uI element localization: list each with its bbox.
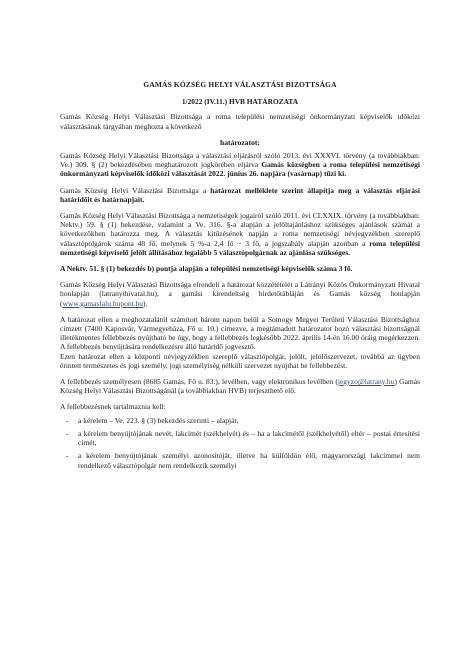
- paragraph-text: ) Gamás Község Helyi Választási Bizottságánál (a továbbiakban HVB) terjeszthető elő.: [60, 377, 420, 396]
- list-item-text: a kérelem benyújtójának személyi azonosítóját, illetve ha külföldön élő, magyarországi lakcímmel nem rendelkező választópolgár nem rendelkezik személyi: [78, 451, 420, 470]
- requirements-list: [60, 416, 420, 470]
- paragraph-bold-text: roma települési nemzetiségi képviselő jelölt állításához legalább 5 választópolgárnak az ajánlása szükséges.: [60, 238, 420, 257]
- email-link[interactable]: jegyzo@latrany.hu: [337, 377, 395, 387]
- list-item: - a kérelem benyújtójának nevét, lakcímét (székhelyét) és – ha a lakcímétől (székhelyétől) eltér – postai értesítési címét,: [66, 428, 420, 448]
- resolution-heading: határozatot:: [220, 137, 260, 147]
- paragraph-appeal-submit: [60, 377, 420, 395]
- paragraph-appeal: A határozat ellen a meghozatalától számított három napon belül a Somogy Megyei Területi Választási Bizottsághoz címzett (7400 Kaposvár, Vármegyeháza, Fő u. 10.) címezve, a megtámadott határozatot hozó választási bizottságnál illetékmentes fellebbezés nyújtható be úgy, hogy a fellebbezés legkésőbb 2022. április 14-én 16.00 óráig megérkezzen. A fellebbezés benyújtására rendelkezésre álló határidő jogvesztő.: [60, 314, 420, 352]
- paragraph-bold-text: határozat melléklete szerint állapítja meg a választás eljárási határidőit és határnapjait.: [60, 185, 421, 204]
- list-item: - a kérelem benyújtójának személyi azonosítóját, illetve ha külföldön élő, magyarországi lakcímmel nem rendelkező választópolgár nem rendelkezik személyi: [66, 451, 420, 470]
- website-link[interactable]: www.gamasfalu.hupont.hu: [62, 298, 144, 308]
- intro-paragraph: Gamás Község Helyi Választási Bizottsága a roma települési nemzetiségi önkormányzati képviselők időközi választásának tárgyában meghozta a következő: [60, 112, 420, 131]
- list-item: - a kérelem – Ve. 223. § (3) bekezdés szerinti – alapját,: [66, 415, 239, 425]
- paragraph-deadlines: [60, 186, 420, 204]
- list-item-text: a kérelem benyújtójának nevét, lakcímét (székhelyét) és – ha a lakcímétől (székhelyétől) eltér – postai értesítési címét,: [78, 428, 420, 448]
- paragraph-election-date: [60, 151, 420, 179]
- document-body: [60, 80, 420, 474]
- paragraph-nominations: [60, 211, 420, 257]
- paragraph-seat-count: A Nektv. 51. § (1) bekezdés b) pontja alapján a települési nemzetiségi képviselők száma 3 fő.: [60, 264, 353, 274]
- paragraph-bold-text: Gamás községben a roma települési nemzetiségi önkormányzati képviselők időközi választását 2022. június 26. napjára (vasárnap) tűzi ki.: [60, 160, 420, 179]
- paragraph-text: Gamás Község Helyi Választási Bizottsága a választási eljárásról szóló 2013. évi XXXVI. törvény (a továbbiakban: Ve.) 309. § (2) bekezdésében meghatározott jogkörében eljárva: [60, 151, 420, 170]
- paragraph-text: A fellebbezés személyesen (8685 Gamás, Fő u. 83.), levélben, vagy elektronikus levélben (: [60, 377, 338, 387]
- paragraph-publication: [60, 280, 420, 308]
- paragraph-text: ).: [143, 298, 148, 308]
- paragraph-text: Gamás Község Helyi Választási Bizottsága a: [60, 185, 211, 195]
- document-title: GAMÁS KÖZSÉG HELYI VÁLASZTÁSI BIZOTTSÁGA: [143, 80, 337, 89]
- paragraph-appeal-who: Ezen határozat ellen a központi névjegyzékben szereplő választópolgár, jelölt, jelölőszervezet, továbbá az ügyben érintett természetes és jogi személy, jogi személyiség nélküli szervezet nyújthat be fellebbezést.: [60, 351, 420, 370]
- resolution-number: 1/2022 (IV.11.) HVB HATÁROZATA: [181, 97, 299, 107]
- paragraph-text: Gamás Község Helyi Választási Bizottsága a nemzetiségek jogairól szóló 2011. évi CLXXIX. törvény (a továbbiakban: Nektv.) 59. § (1) bekezdése, valamint a Ve. 316. §-a alapján a jelöltajánláshoz szükséges ajánlások számát a következőkben határozza meg. A választás kitűzésének napján a roma nemzetiségi névjegyzékben szereplő választópolgárok száma 48 fő, melynek 5 %-a 2,4 fő ~ 3 fő, a jogszabály alapján azonban a: [60, 211, 420, 248]
- list-item-text: a kérelem – Ve. 223. § (3) bekezdés szerinti – alapját,: [78, 415, 239, 425]
- paragraph-appeal-content: A fellebbezésnek tartalmaznia kell:: [60, 402, 166, 412]
- paragraph-text: Gamás Község Helyi Választási Bizottsága elrendeli a határozat közzétételét a Látrányi Közös Önkormányzati Hivatal honlapján (latranyihivatal.hu), a gamási kirendeltség hirdetőtábláján és Gamás község honlapján (: [60, 280, 420, 308]
